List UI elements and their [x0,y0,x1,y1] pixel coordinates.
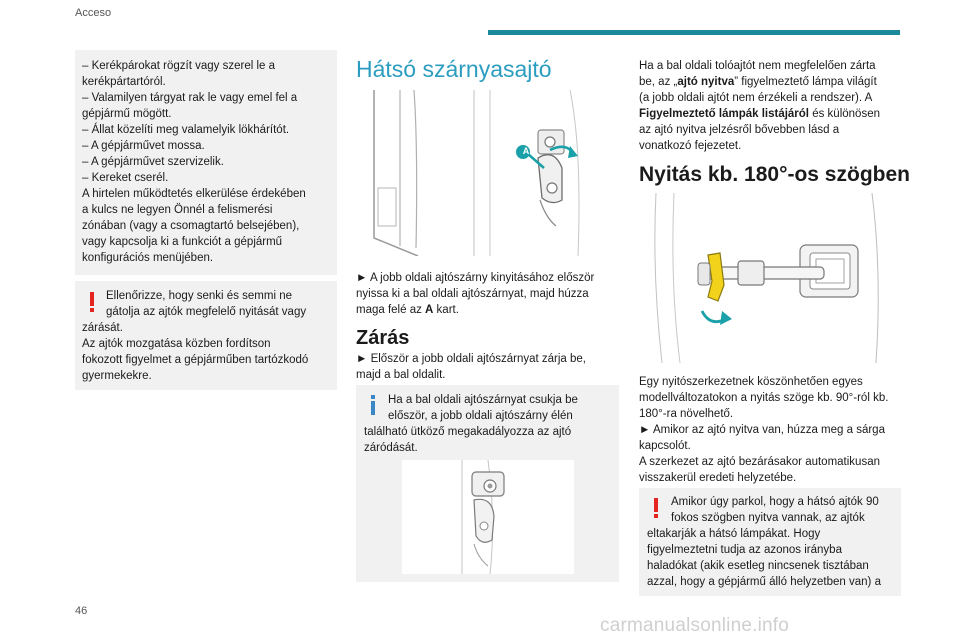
col1-line: kerékpártartóról. [82,76,166,88]
warning-line: fokozott figyelmet a gépjárműben tartózkodó [82,354,309,366]
body-line: A szerkezet az ajtó bezárásakor automatikusan [639,456,880,468]
open-line: maga felé az A kart. [356,304,459,316]
body-line: 180°-ra növelhető. [639,408,734,420]
col1-line: – A gépjárművet szervizelik. [82,156,224,168]
col2-close-text [356,351,621,383]
section-header: Acceso [75,7,112,19]
header-accent-bar [488,30,900,35]
col1-line: a kulcs ne legyen Önnél a felismerési [82,204,273,216]
warning-line: azzal, hogy a gépjármű álló helyzetben van) a [647,576,881,588]
col1-line: A hirtelen működtetés elkerülése érdekében [82,188,306,200]
intro-line: vonatkozó fejezetet. [639,140,742,152]
warning-line: Az ajtók mozgatása közben fordítson [82,338,271,350]
body-line: ► Amikor az ajtó nyitva van, húzza meg a sárga [639,424,885,436]
warning-line: Amikor úgy parkol, hogy a hátsó ajtók 90 [671,496,879,508]
intro-line: az ajtó nyitva jelzésről bővebben lásd a [639,124,840,136]
body-line: modellváltozatokon a nyitás szöge kb. 90°-ról kb. [639,392,889,404]
col1-line: – Kerékpárokat rögzít vagy szerel le a [82,60,276,72]
warning-line: gyermekekre. [82,370,152,382]
intro-line: be, az „ajtó nyitva” figyelmeztető lámpa világít [639,76,877,88]
section-title-rear-doors: Hátsó szárnyasajtó [356,56,552,82]
intro-line: Figyelmeztető lámpák listájáról és különösen [639,108,880,120]
close-line: ► Először a jobb oldali ajtószárnyat zárja be, [356,353,586,365]
info-line: először, a jobb oldali ajtószárny élén [388,410,573,422]
watermark: carmanualsonline.info [600,615,790,636]
warning-line: figyelmeztetni tudja az azonos irányba [647,544,842,556]
body-line: Egy nyitószerkezetnek köszönhetően egyes [639,376,863,388]
section-title-closing: Zárás [356,327,410,349]
open-line: ► A jobb oldali ajtószárny kinyitásához először [356,272,595,284]
col1-line: – A gépjárművet mossa. [82,140,205,152]
col1-text [82,58,337,266]
door-handle-figure [370,88,600,256]
col1-warning-text [82,288,334,384]
warning-line: fokos szögben nyitva vannak, az ajtók [671,512,865,524]
info-line: található ütköző megakadályozza az ajtó [364,426,572,438]
section-title-180-opening: Nyitás kb. 180°-os szögben [639,163,910,186]
warning-line: eltakarják a hátsó lámpákat. Hogy [647,528,821,540]
col1-line: gépjármű mögött. [82,108,172,120]
info-line: záródását. [364,442,418,454]
intro-line: (a jobb oldali ajtót nem érzékeli a rendszer). A [639,92,873,104]
col3-body-text [639,374,904,486]
col1-line: – Állat közelíti meg valamelyik lökhárítót. [82,124,290,136]
close-line: majd a bal oldalit. [356,369,446,381]
col2-open-text [356,270,621,318]
col1-line: – Valamilyen tárgyat rak le vagy emel fel a [82,92,298,104]
figure-callout-label: A [522,146,530,156]
col1-line: konfigurációs menüjében. [82,252,214,264]
page-number: 46 [75,605,88,617]
door-handle-illustration [370,88,600,256]
col1-line: vagy kapcsolja ki a funkciót a gépjármű [82,236,283,248]
body-line: kapcsolót. [639,440,691,452]
opening-mechanism-illustration [650,193,890,363]
col2-info-text [364,392,616,456]
warning-line: haladókat (akik esetleg nincsenek tisztában [647,560,869,572]
door-stop-illustration [402,460,574,574]
opening-mechanism-figure [650,193,890,363]
open-line: nyissa ki a bal oldali ajtószárnyat, majd húzza [356,288,589,300]
warning-line: gátolja az ajtók megfelelő nyitását vagy [106,306,307,318]
col3-intro-text [639,58,904,154]
warning-line: Ellenőrizze, hogy senki és semmi ne [106,290,292,302]
col1-line: – Kereket cserél. [82,172,169,184]
warning-line: zárását. [82,322,123,334]
col1-line: zónában (vagy a csomagtartó belsejében), [82,220,300,232]
intro-line: Ha a bal oldali tolóajtót nem megfelelően zárta [639,60,876,72]
door-stop-figure [402,460,574,574]
body-line: visszakerül eredeti helyzetébe. [639,472,797,484]
col3-warning-text [647,494,899,590]
info-line: Ha a bal oldali ajtószárnyat csukja be [388,394,578,406]
